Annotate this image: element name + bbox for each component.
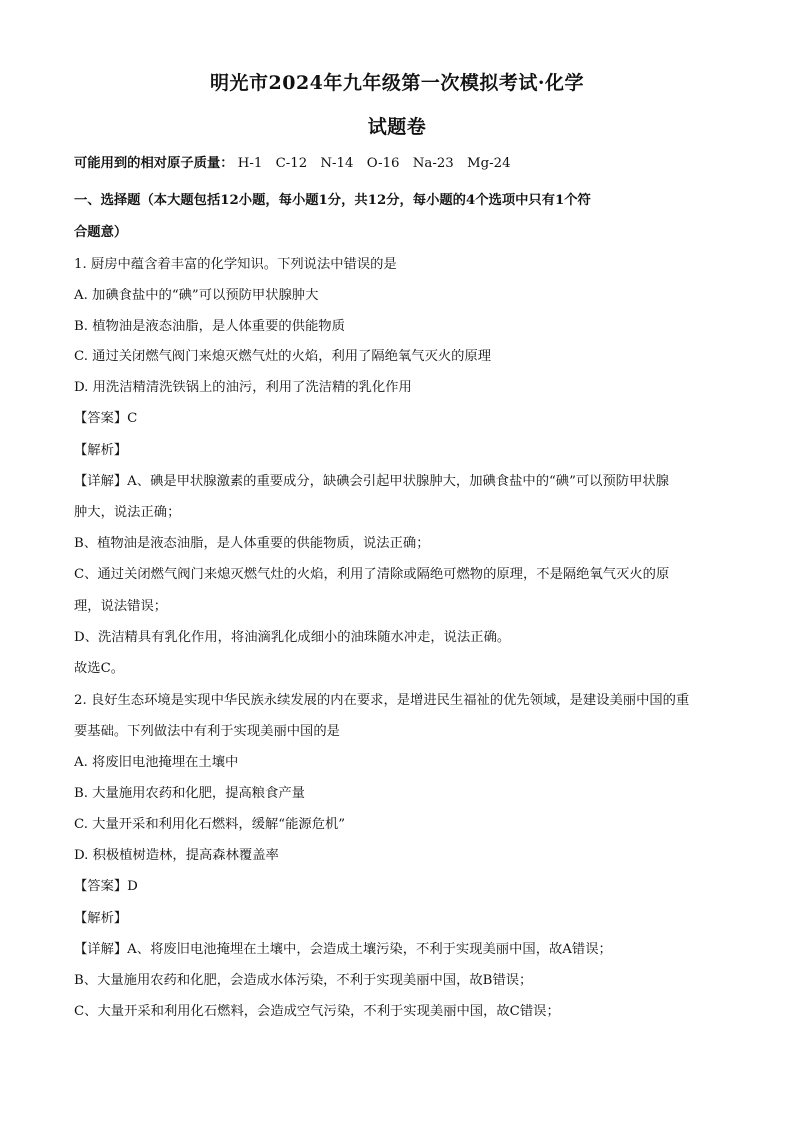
question-1-stem: 1. 厨房中蕴含着丰富的化学知识。下列说法中错误的是 — [74, 257, 397, 272]
question-1-detail-line: D、洗洁精具有乳化作用，将油滴乳化成细小的油珠随水冲走，说法正确。 — [74, 630, 511, 645]
atomic-mass-value: N-14 — [320, 156, 354, 171]
question-1-option-a: A. 加碘食盐中的“碘”可以预防甲状腺肿大 — [74, 288, 319, 303]
atomic-mass-value: Mg-24 — [466, 156, 511, 171]
question-2-detail-line: 【详解】A、将废旧电池掩埋在土壤中，会造成土壤污染，不利于实现美丽中国，故A错误； — [74, 942, 612, 957]
question-1-option-b: B. 植物油是液态油脂，是人体重要的供能物质 — [74, 319, 345, 334]
question-2-option-c: C. 大量开采和利用化石燃料，缓解“能源危机” — [74, 817, 346, 832]
question-1-detail-line: 理，说法错误； — [74, 599, 168, 614]
question-1-detail-line: 【详解】A、碘是甲状腺激素的重要成分，缺碘会引起甲状腺肿大，加碘食盐中的“碘”可以预防甲状腺 — [74, 474, 669, 489]
question-2-stem-cont: 要基础。下列做法中有利于实现美丽中国的是 — [74, 724, 340, 739]
question-2-analysis: 【解析】 — [74, 911, 128, 926]
atomic-mass-line — [74, 155, 724, 173]
section-heading: 一、选择题（本大题包括12小题，每小题1分，共12分，每小题的4个选项中只有1个符 — [74, 193, 591, 208]
page-subtitle: 试题卷 — [367, 116, 427, 138]
question-1-detail-line: 肿大，说法正确； — [74, 505, 181, 520]
question-2-stem: 2. 良好生态环境是实现中华民族永续发展的内在要求，是增进民生福祉的优先领域，是建设美丽中国的重 — [74, 693, 690, 708]
atomic-mass-value: O-16 — [366, 156, 400, 171]
question-1-answer: 【答案】C — [74, 411, 138, 426]
atomic-mass-value: Na-23 — [412, 156, 454, 171]
question-2-detail-line: C、大量开采和利用化石燃料，会造成空气污染，不利于实现美丽中国，故C错误； — [74, 1004, 560, 1019]
atomic-mass-value: H-1 — [237, 156, 263, 171]
question-1-option-d: D. 用洗洁精清洗铁锅上的油污，利用了洗洁精的乳化作用 — [74, 380, 412, 395]
page-title: 明光市2024年九年级第一次模拟考试·化学 — [210, 72, 584, 94]
question-2-answer: 【答案】D — [74, 879, 138, 894]
question-2-option-a: A. 将废旧电池掩埋在土壤中 — [74, 755, 239, 770]
section-heading-cont: 合题意） — [74, 225, 128, 240]
question-1-detail-line: C、通过关闭燃气阀门来熄灭燃气灶的火焰，利用了清除或隔绝可燃物的原理，不是隔绝氧气灭火的原 — [74, 567, 670, 582]
question-2-option-d: D. 积极植树造林，提高森林覆盖率 — [74, 848, 279, 863]
question-2-option-b: B. 大量施用农药和化肥，提高粮食产量 — [74, 786, 305, 801]
question-2-detail-line: B、大量施用农药和化肥，会造成水体污染，不利于实现美丽中国，故B错误； — [74, 973, 533, 988]
question-1-option-c: C. 通过关闭燃气阀门来熄灭燃气灶的火焰，利用了隔绝氧气灭火的原理 — [74, 349, 492, 364]
question-1-detail-line: 故选C。 — [74, 661, 125, 676]
question-1-detail-line: B、植物油是液态油脂，是人体重要的供能物质，说法正确； — [74, 536, 430, 551]
atomic-mass-label: 可能用到的相对原子质量： — [74, 156, 234, 171]
atomic-mass-value: C-12 — [275, 156, 308, 171]
question-1-analysis: 【解析】 — [74, 443, 128, 458]
